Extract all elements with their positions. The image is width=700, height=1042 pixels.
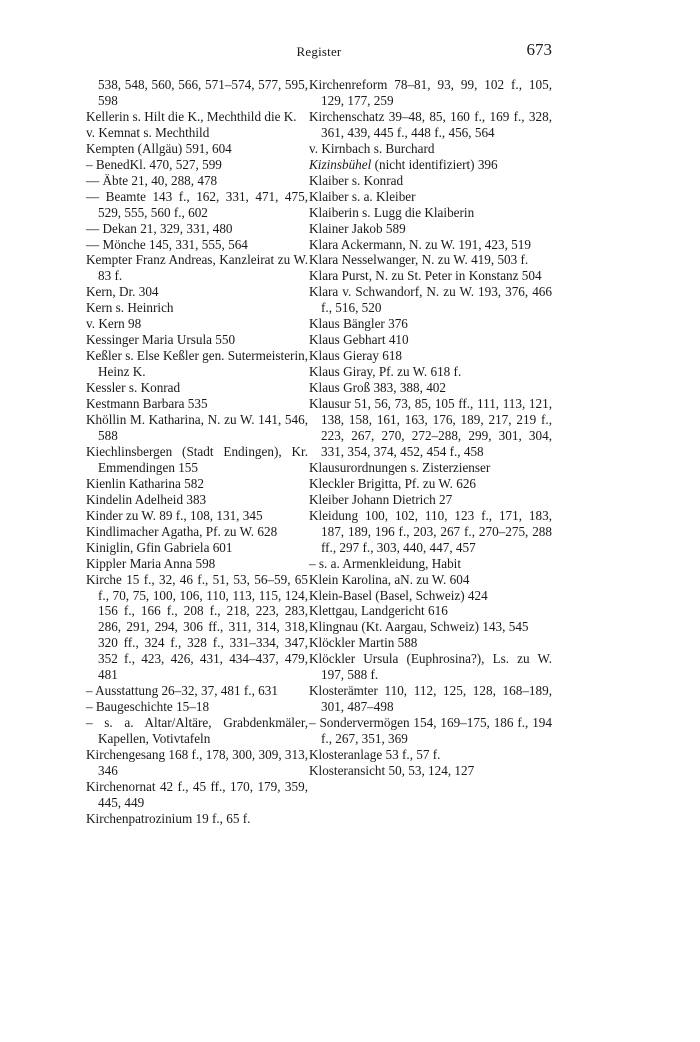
index-entry-text: Klaiber s. a. Kleiber	[309, 188, 416, 204]
index-entry-text: Klara Purst, N. zu St. Peter in Konstanz 504	[309, 268, 542, 284]
index-entry-text: Klettgau, Landgericht 616	[309, 603, 448, 619]
index-entry-text: Kern, Dr. 304	[86, 284, 159, 300]
index-entry	[309, 157, 552, 173]
index-entry-text: Kessler s. Konrad	[86, 380, 181, 396]
index-entry	[309, 268, 552, 284]
index-entry-text: Kiechlinsbergen (Stadt Endingen), Kr. Emmendingen 155	[86, 443, 308, 475]
index-entry-text: Klainer Jakob 589	[309, 220, 406, 236]
index-entry	[86, 380, 308, 396]
index-entry-text: Kirchenschatz 39–48, 85, 160 f., 169 f., 328, 361, 439, 445 f., 448 f., 456, 564	[309, 108, 552, 140]
running-head: Register	[296, 44, 342, 59]
index-entry	[86, 524, 308, 540]
index-entry	[86, 572, 308, 684]
index-entry	[309, 619, 552, 635]
index-entry-text: Klara Nesselwanger, N. zu W. 419, 503 f.	[309, 252, 529, 268]
index-entry-text: Khöllin M. Katharina, N. zu W. 141, 546, 588	[86, 412, 308, 443]
index-entry-text: Klein Karolina, aN. zu W. 604	[309, 571, 470, 587]
index-entry	[309, 603, 552, 619]
index-entry-text: – Baugeschichte 15–18	[86, 699, 210, 715]
index-entry-text: – s. a. Altar/Altäre, Grabdenkmäler, Kapellen, Votivtafeln	[86, 715, 308, 747]
index-entry	[86, 109, 308, 125]
index-entry-text: Klosteransicht 50, 53, 124, 127	[309, 762, 475, 778]
index-entry	[86, 300, 308, 316]
index-entry	[86, 556, 308, 572]
index-entry-text: Kempten (Allgäu) 591, 604	[86, 140, 232, 156]
index-entry-text: Klaus Groß 383, 388, 402	[309, 380, 446, 396]
index-entry-text: – Sondervermögen 154, 169–175, 186 f., 194 f., 267, 351, 369	[309, 715, 552, 747]
index-entry-text: Kleiber Johann Dietrich 27	[309, 491, 453, 507]
index-entry	[86, 157, 308, 173]
index-entry	[86, 476, 308, 492]
index-entry-text: –– Dekan 21, 329, 331, 480	[86, 220, 233, 236]
index-entry	[309, 252, 552, 268]
index-column-right	[309, 77, 552, 779]
index-entry	[309, 572, 552, 588]
page-header	[86, 40, 552, 64]
index-entry-text: Klara Ackermann, N. zu W. 191, 423, 519	[309, 236, 531, 252]
index-entry-text: Kindelin Adelheid 383	[86, 491, 207, 507]
index-entry-text: Klein-Basel (Basel, Schweiz) 424	[309, 587, 488, 603]
index-entry-text: – s. a. Armenkleidung, Habit	[309, 555, 461, 571]
index-entry	[86, 699, 308, 715]
index-entry-text: Klaiberin s. Lugg die Klaiberin	[309, 204, 475, 220]
index-entry-text: 538, 548, 560, 566, 571–574, 577, 595, 598	[98, 77, 308, 108]
index-entry-text: v. Kern 98	[86, 316, 142, 332]
index-entry	[86, 332, 308, 348]
index-entry	[309, 396, 552, 460]
index-entry	[309, 237, 552, 253]
index-entry	[86, 316, 308, 332]
index-entry	[309, 332, 552, 348]
index-entry	[309, 460, 552, 476]
index-entry	[86, 508, 308, 524]
index-entry	[309, 221, 552, 237]
index-entry-text: Kern s. Heinrich	[86, 300, 174, 316]
index-entry-text: Klöckler Martin 588	[309, 635, 418, 651]
index-entry	[86, 77, 308, 109]
index-entry-text: Kienlin Katharina 582	[86, 475, 204, 491]
index-entry-text: v. Kirnbach s. Burchard	[309, 140, 435, 156]
index-entry	[309, 173, 552, 189]
index-entry	[309, 635, 552, 651]
index-entry	[86, 284, 308, 300]
page-number: 673	[526, 40, 552, 59]
index-entry	[86, 237, 308, 253]
index-entry	[309, 747, 552, 763]
index-entry-text: v. Kemnat s. Mechthild	[86, 124, 210, 140]
index-entry	[86, 683, 308, 699]
index-entry-text: Klaus Gebhart 410	[309, 332, 409, 348]
index-entry	[309, 588, 552, 604]
index-entry	[86, 173, 308, 189]
index-entry	[86, 221, 308, 237]
index-entry	[309, 715, 552, 747]
index-entry	[86, 141, 308, 157]
index-entry-text: Kessinger Maria Ursula 550	[86, 332, 236, 348]
index-entry	[86, 747, 308, 779]
index-entry-text: Klausurordnungen s. Zisterzienser	[309, 459, 491, 475]
index-entry-text: Kirche 15 f., 32, 46 f., 51, 53, 56–59, 65 f., 70, 75, 100, 106, 110, 113, 115, 124, 156 f., 166 f., 208 f., 218, 223, 283, 286, 291, 294, 306 ff., 311, 314, 318, 320 ff., 324 f., 328 f., 331–334, 347, 352 f., 423, 426, 431, 434–437, 479, 481	[86, 571, 308, 683]
index-entry	[309, 683, 552, 715]
index-entry	[86, 444, 308, 476]
index-entry	[86, 125, 308, 141]
index-entry-text: Kleidung 100, 102, 110, 123 f., 171, 183, 187, 189, 196 f., 203, 267 f., 270–275, 288 ff., 297 f., 303, 440, 447, 457	[309, 507, 552, 555]
index-entry	[309, 316, 552, 332]
index-column-left	[86, 77, 308, 827]
index-entry	[309, 284, 552, 316]
index-entry	[86, 715, 308, 747]
index-entry-text: Klaus Giray, Pf. zu W. 618 f.	[309, 364, 462, 380]
index-entry-text: Kinder zu W. 89 f., 108, 131, 345	[86, 507, 263, 523]
index-entry	[86, 811, 308, 827]
index-entry-text: Kleckler Brigitta, Pf. zu W. 626	[309, 475, 477, 491]
index-entry	[309, 476, 552, 492]
index-entry-italic-term: Kizinsbühel	[309, 156, 372, 172]
index-entry	[309, 205, 552, 221]
index-entry-text: Kiniglin, Gfin Gabriela 601	[86, 539, 233, 555]
index-entry-text: Kirchenpatrozinium 19 f., 65 f.	[86, 810, 251, 826]
index-entry-text: – BenedKl. 470, 527, 599	[86, 156, 222, 172]
index-entry-text: Klaiber s. Konrad	[309, 172, 404, 188]
index-entry-text: –– Mönche 145, 331, 555, 564	[86, 236, 248, 252]
index-entry	[86, 412, 308, 444]
index-entry	[86, 189, 308, 221]
index-entry-text: – Ausstattung 26–32, 37, 481 f., 631	[86, 683, 278, 699]
index-entry-text: –– Beamte 143 f., 162, 331, 471, 475, 529, 555, 560 f., 602	[86, 188, 308, 220]
index-entry	[309, 556, 552, 572]
index-entry	[309, 380, 552, 396]
index-entry	[309, 141, 552, 157]
index-entry-text: Klosteranlage 53 f., 57 f.	[309, 747, 441, 763]
index-entry-text: Klaus Bängler 376	[309, 316, 408, 332]
index-entry	[86, 492, 308, 508]
index-entry-text: Klingnau (Kt. Aargau, Schweiz) 143, 545	[309, 619, 529, 635]
index-entry-text: Keßler s. Else Keßler gen. Sutermeisterin, Heinz K.	[86, 348, 308, 380]
index-entry	[309, 109, 552, 141]
index-entry-text: Kindlimacher Agatha, Pf. zu W. 628	[86, 523, 278, 539]
index-entry-text: Kirchenreform 78–81, 93, 99, 102 f., 105, 129, 177, 259	[309, 77, 552, 108]
index-entry-text: Kirchenornat 42 f., 45 ff., 170, 179, 359, 445, 449	[86, 778, 308, 810]
index-entry-text: Kirchengesang 168 f., 178, 300, 309, 313, 346	[86, 747, 308, 778]
index-entry	[309, 364, 552, 380]
index-entry	[86, 779, 308, 811]
index-entry	[309, 348, 552, 364]
index-entry	[309, 763, 552, 779]
index-entry	[309, 651, 552, 683]
index-entry-text: Kempter Franz Andreas, Kanzleirat zu W. 83 f.	[86, 252, 308, 284]
index-entry	[309, 508, 552, 556]
index-entry	[309, 492, 552, 508]
index-entry-text: Kippler Maria Anna 598	[86, 555, 216, 571]
index-entry	[86, 540, 308, 556]
index-entry-text: Klaus Gieray 618	[309, 348, 403, 364]
index-entry	[309, 189, 552, 205]
index-entry-text: –– Äbte 21, 40, 288, 478	[86, 172, 218, 188]
index-entry	[86, 396, 308, 412]
index-entry-text: Klausur 51, 56, 73, 85, 105 ff., 111, 113, 121, 138, 158, 161, 163, 176, 189, 217, 219 f., 223, 267, 270, 272–288, 299, 301, 304, 331, 354, 374, 452, 454 f., 458	[309, 396, 552, 459]
index-entry	[86, 348, 308, 380]
index-entry-text: Kestmann Barbara 535	[86, 396, 208, 412]
index-entry-text: Klara v. Schwandorf, N. zu W. 193, 376, 466 f., 516, 520	[309, 284, 552, 316]
index-entry-text: Klosterämter 110, 112, 125, 128, 168–189, 301, 487–498	[309, 683, 552, 715]
index-entry	[309, 77, 552, 109]
index-entry-text: Klöckler Ursula (Euphrosina?), Ls. zu W. 197, 588 f.	[309, 651, 552, 683]
index-entry	[86, 252, 308, 284]
index-entry-text: Kellerin s. Hilt die K., Mechthild die K.	[86, 108, 297, 124]
index-entry-text: (nicht identifiziert) 396	[374, 156, 498, 172]
